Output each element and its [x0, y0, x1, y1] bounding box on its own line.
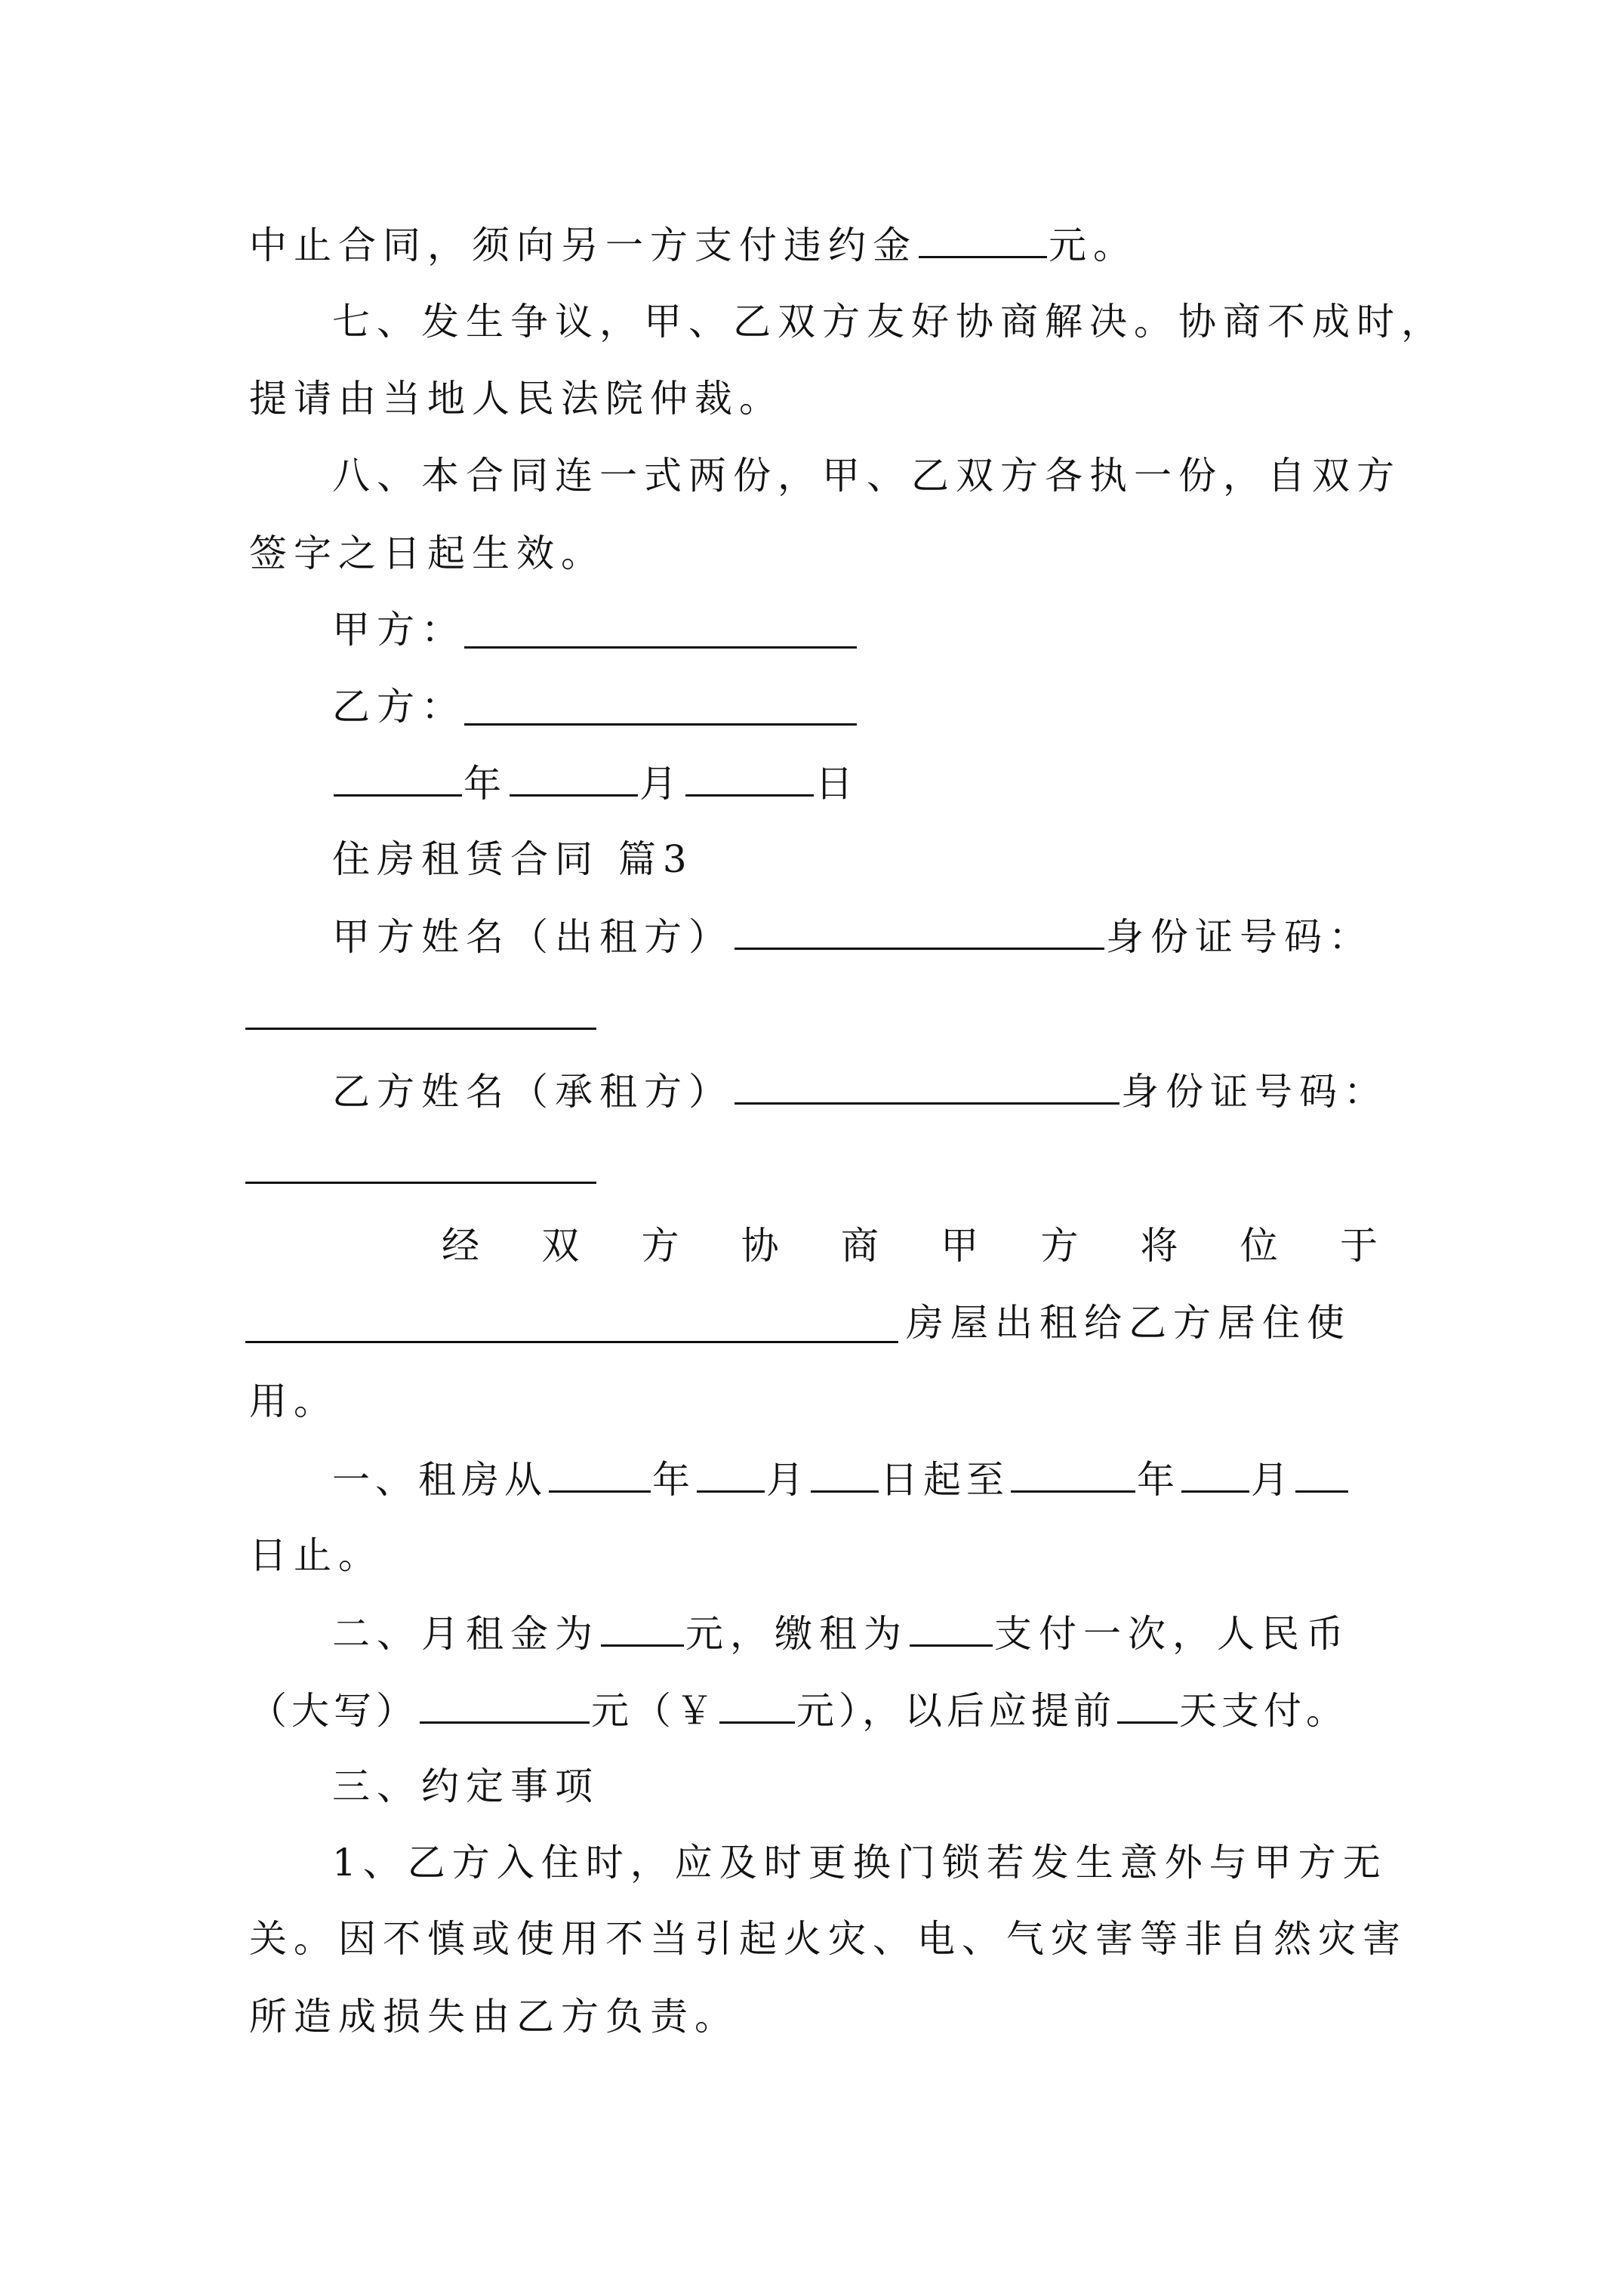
clause-7-line1: 七、发生争议，甲、乙双方友好协商解决。协商不成时， [332, 300, 1446, 344]
end-day-blank[interactable] [1295, 1456, 1348, 1493]
start-day-blank[interactable] [811, 1456, 879, 1493]
tenant-line [332, 1068, 1388, 1114]
text: 月 [1251, 1458, 1294, 1502]
clause-7-line2: 提请由当地人民法院仲裁。 [249, 377, 784, 421]
text: 年 [463, 762, 508, 806]
year-blank[interactable] [334, 760, 462, 797]
clause-1-line2: 关。因不慎或使用不当引起火灾、电、气灾害等非自然灾害 [249, 1917, 1407, 1961]
line-penalty [249, 221, 1138, 268]
char: 方 [641, 1224, 679, 1268]
start-month-blank[interactable] [697, 1456, 765, 1493]
party-a-signature-label: 甲方： [332, 608, 466, 652]
text: 甲方姓名（出租方） [332, 915, 733, 959]
text: 二、月租金为 [332, 1612, 599, 1656]
end-day-text: 日止。 [249, 1533, 383, 1577]
text: 元。 [1049, 223, 1138, 267]
rent-amount-line [332, 1610, 1350, 1657]
rent-amount-line2 [249, 1687, 1348, 1734]
landlord-name-blank[interactable] [735, 913, 1104, 950]
char: 经 [442, 1224, 479, 1268]
text: 元（￥ [591, 1689, 718, 1733]
text: 乙方姓名（承租方） [332, 1070, 733, 1114]
end-year-blank[interactable] [1011, 1456, 1135, 1493]
text: 天支付。 [1179, 1689, 1348, 1733]
payment-period-blank[interactable] [910, 1610, 993, 1647]
text: 日 [815, 762, 860, 806]
text: 元，缴租为 [685, 1612, 908, 1656]
char: 于 [1339, 1224, 1378, 1268]
section-heading: 住房租赁合同 篇3 [332, 837, 694, 881]
char: 协 [741, 1224, 779, 1268]
text: 身份证号码： [1121, 1070, 1388, 1114]
char: 方 [1040, 1224, 1079, 1268]
party-b-signature-label: 乙方： [332, 685, 466, 729]
char: 商 [840, 1224, 879, 1268]
monthly-rent-blank[interactable] [601, 1610, 684, 1647]
tenant-name-blank[interactable] [735, 1068, 1119, 1105]
text: 中止合同，须向另一方支付违约金 [249, 223, 917, 267]
rent-to-tenant-text: 房屋出租给乙方居住使 [906, 1301, 1351, 1345]
text: 元），以后应提前 [796, 1689, 1116, 1733]
text: 一、租房从 [332, 1458, 547, 1502]
text: 日起至 [880, 1458, 1009, 1502]
party-a-signature-blank[interactable] [464, 646, 857, 649]
amount-in-words-blank[interactable] [420, 1687, 590, 1724]
char: 将 [1140, 1224, 1178, 1268]
start-year-blank[interactable] [549, 1456, 651, 1493]
end-month-blank[interactable] [1181, 1456, 1249, 1493]
rental-period-line [332, 1456, 1350, 1502]
char: 双 [541, 1224, 580, 1268]
text: 身份证号码： [1106, 915, 1373, 959]
text: 支付一次，人民币 [994, 1612, 1350, 1656]
text: 月 [766, 1458, 809, 1502]
amount-in-figures-blank[interactable] [719, 1687, 795, 1724]
day-blank[interactable] [685, 760, 814, 797]
text: （大写） [249, 1689, 418, 1733]
landlord-line [332, 913, 1373, 960]
date-line [332, 760, 860, 806]
clause-8-line2: 签字之日起生效。 [249, 532, 605, 575]
month-blank[interactable] [510, 760, 638, 797]
advance-days-blank[interactable] [1117, 1687, 1178, 1724]
char: 位 [1240, 1224, 1278, 1268]
char: 甲 [941, 1224, 979, 1268]
landlord-id-blank[interactable] [245, 1028, 596, 1030]
clause-1-line3: 所造成损失由乙方负责。 [249, 1995, 739, 2039]
clause-1-line1: 1、乙方入住时，应及时更换门锁若发生意外与甲方无 [332, 1841, 1387, 1885]
agreement-line-spread [442, 1223, 1378, 1268]
text: 年 [652, 1458, 695, 1502]
agreed-matters-heading: 三、约定事项 [332, 1764, 599, 1808]
property-address-blank[interactable] [245, 1341, 898, 1343]
text: 年 [1137, 1458, 1180, 1502]
text: 月 [639, 762, 684, 806]
clause-8-line1: 八、本合同连一式两份，甲、乙双方各执一份，自双方 [332, 454, 1401, 498]
tenant-id-blank[interactable] [245, 1182, 596, 1184]
party-b-signature-blank[interactable] [464, 723, 857, 726]
blank-field[interactable] [919, 221, 1047, 258]
use-text: 用。 [249, 1379, 338, 1423]
